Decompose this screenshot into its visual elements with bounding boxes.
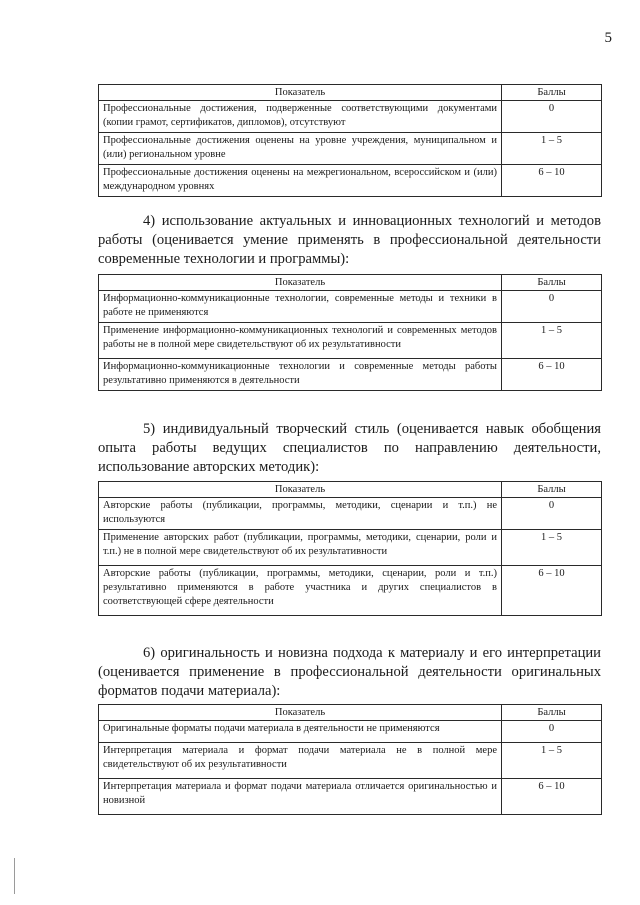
table-row [99, 133, 602, 165]
indicator-cell: Применение авторских работ (публикации, программы, методики, сценарии, роли и т.п.) не в полной мере свидетельствуют об их результативности [99, 530, 502, 566]
table-row [99, 323, 602, 359]
score-cell: 6 – 10 [502, 779, 602, 815]
table-row [99, 743, 602, 779]
column-header-indicator: Показатель [99, 705, 502, 721]
table-row [99, 566, 602, 616]
paragraph-criterion-6: 6) оригинальность и новизна подхода к материалу и его интерпретации (оценивается применение в профессиональной деятельности оригинальных форматов подачи материала): [98, 645, 601, 699]
indicator-cell: Авторские работы (публикации, программы, методики, сценарии и т.п.) не используются [99, 498, 502, 530]
column-header-indicator: Показатель [99, 482, 502, 498]
column-header-indicator: Показатель [99, 85, 502, 101]
table-header-row [99, 482, 602, 498]
score-cell: 0 [502, 291, 602, 323]
scan-margin-mark [14, 858, 15, 894]
score-cell: 1 – 5 [502, 530, 602, 566]
column-header-score: Баллы [502, 482, 602, 498]
paragraph-criterion-4: 4) использование актуальных и инновационных технологий и методов работы (оценивается умение применять в профессиональной деятельности современные технологии и программы): [98, 213, 601, 267]
table-row [99, 359, 602, 391]
indicator-cell: Применение информационно-коммуникационных технологий и современных методов работы не в полной мере свидетельствуют об их результативности [99, 323, 502, 359]
table-row [99, 530, 602, 566]
score-cell: 1 – 5 [502, 133, 602, 165]
score-cell: 6 – 10 [502, 165, 602, 197]
indicator-cell: Профессиональные достижения оценены на межрегиональном, всероссийском и (или) международном уровнях [99, 165, 502, 197]
score-cell: 1 – 5 [502, 743, 602, 779]
table-row [99, 291, 602, 323]
score-cell: 0 [502, 101, 602, 133]
indicator-cell: Интерпретация материала и формат подачи материала не в полной мере свидетельствуют об их результативности [99, 743, 502, 779]
indicator-cell: Профессиональные достижения, подверженные соответствующими документами (копии грамот, сертификатов, дипломов), отсутствуют [99, 101, 502, 133]
criteria-table-professional-achievements [98, 84, 602, 197]
indicator-cell: Оригинальные форматы подачи материала в деятельности не применяются [99, 721, 502, 743]
criteria-table-technologies [98, 274, 602, 391]
table-row [99, 165, 602, 197]
column-header-score: Баллы [502, 275, 602, 291]
table-row [99, 779, 602, 815]
indicator-cell: Интерпретация материала и формат подачи материала отличается оригинальностью и новизной [99, 779, 502, 815]
table-row [99, 721, 602, 743]
column-header-score: Баллы [502, 705, 602, 721]
table-header-row [99, 85, 602, 101]
table-header-row [99, 275, 602, 291]
score-cell: 0 [502, 721, 602, 743]
indicator-cell: Профессиональные достижения оценены на уровне учреждения, муниципальном и (или) региональном уровне [99, 133, 502, 165]
criteria-table-originality [98, 704, 602, 815]
page-number: 5 [604, 30, 612, 46]
column-header-score: Баллы [502, 85, 602, 101]
table-row [99, 498, 602, 530]
table-row [99, 101, 602, 133]
indicator-cell: Информационно-коммуникационные технологии, современные методы и техники в работе не применяются [99, 291, 502, 323]
indicator-cell: Авторские работы (публикации, программы, методики, сценарии, роли и т.п.) результативно применяются в работе участника и других специалистов в соответствующей сфере деятельности [99, 566, 502, 616]
paragraph-criterion-5: 5) индивидуальный творческий стиль (оценивается навык обобщения опыта работы ведущих специалистов по направлению деятельности, использование авторских методик): [98, 421, 601, 475]
criteria-table-creative-style [98, 481, 602, 616]
column-header-indicator: Показатель [99, 275, 502, 291]
table-header-row [99, 705, 602, 721]
score-cell: 0 [502, 498, 602, 530]
score-cell: 6 – 10 [502, 566, 602, 616]
indicator-cell: Информационно-коммуникационные технологии и современные методы работы результативно применяются в деятельности [99, 359, 502, 391]
score-cell: 6 – 10 [502, 359, 602, 391]
score-cell: 1 – 5 [502, 323, 602, 359]
